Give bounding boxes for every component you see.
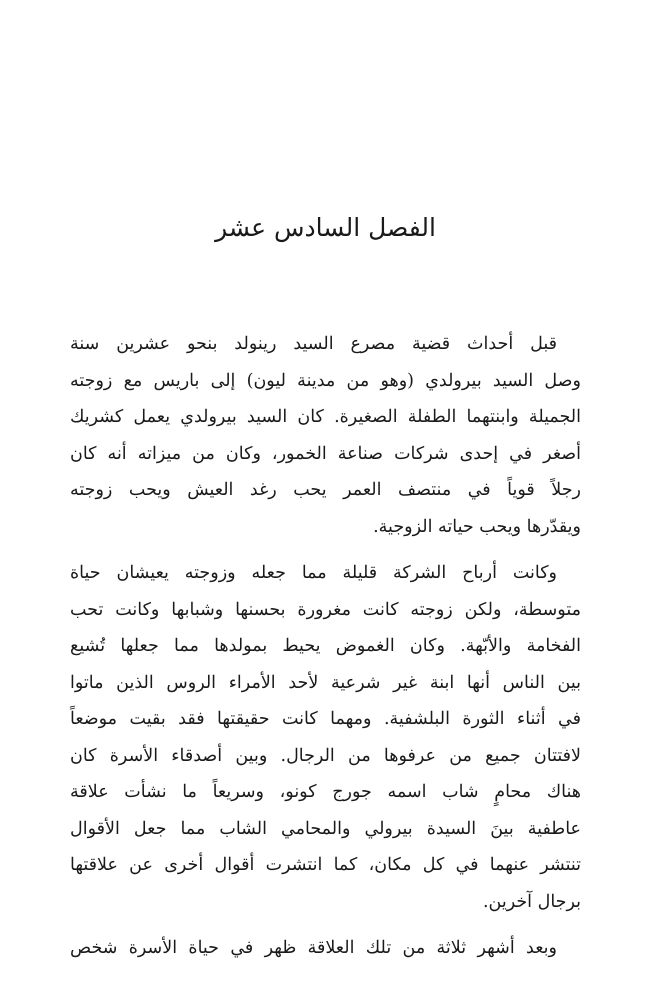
text-line: وصل السيد بيرولدي (وهو من مدينة ليون) إلى باريس مع زوجته (70, 370, 581, 391)
text-line: تنتشر عنهما في كل مكان، كما انتشرت أقوال أخرى عن علاقتها (70, 855, 581, 875)
text-line: الفخامة والأبّهة. وكان الغموض يحيط بمولدها مما جعلها تُشيع (70, 636, 581, 656)
text-line: بين الناس أنها ابنة غير شرعية لأحد الأمراء الروس الذين ماتوا (70, 672, 581, 693)
text-line: رجلاً قوياً في منتصف العمر يحب رغد العيش ويحب زوجته (70, 480, 581, 500)
text-line: في أثناء الثورة البلشفية. ومهما كانت حقيقتها فقد بقيت موضعاً (70, 709, 581, 729)
text-line: عاطفية بينَ السيدة بيرولي والمحامي الشاب مما جعل الأقوال (70, 818, 581, 839)
body-text (70, 326, 581, 977)
text-line: ويقدّرها ويحب حياته الزوجية. (373, 516, 581, 537)
text-line: قبل أحداث قضية مصرع السيد رينولد بنحو عشرين سنة (70, 334, 557, 354)
chapter-title: الفصل السادس عشر (215, 213, 436, 242)
text-line: متوسطة، ولكن زوجته كانت مغرورة بحسنها وشبابها وكانت تحب (70, 599, 581, 620)
text-line: وكانت أرباح الشركة قليلة مما جعله وزوجته يعيشان حياة (70, 563, 557, 583)
text-line: الجميلة وابنتهما الطفلة الصغيرة. كان السيد بيرولدي يعمل كشريك (70, 407, 581, 427)
text-line: وبعد أشهر ثلاثة من تلك العلاقة ظهر في حياة الأسرة شخص (70, 938, 557, 958)
paragraph-1 (70, 326, 581, 545)
paragraph-2 (70, 555, 581, 920)
text-line: أصغر في إحدى شركات صناعة الخمور، وكان من ميزاته أنه كان (70, 443, 581, 464)
text-line: لافتتان جميع من عرفوها من الرجال. وبين أصدقاء الأسرة كان (70, 745, 581, 766)
text-line: برجال آخرين. (482, 891, 581, 912)
text-line: هناك محامٍ شاب اسمه جورج كونو، وسريعاً ما نشأت علاقة (70, 782, 581, 802)
paragraph-3 (70, 930, 581, 967)
